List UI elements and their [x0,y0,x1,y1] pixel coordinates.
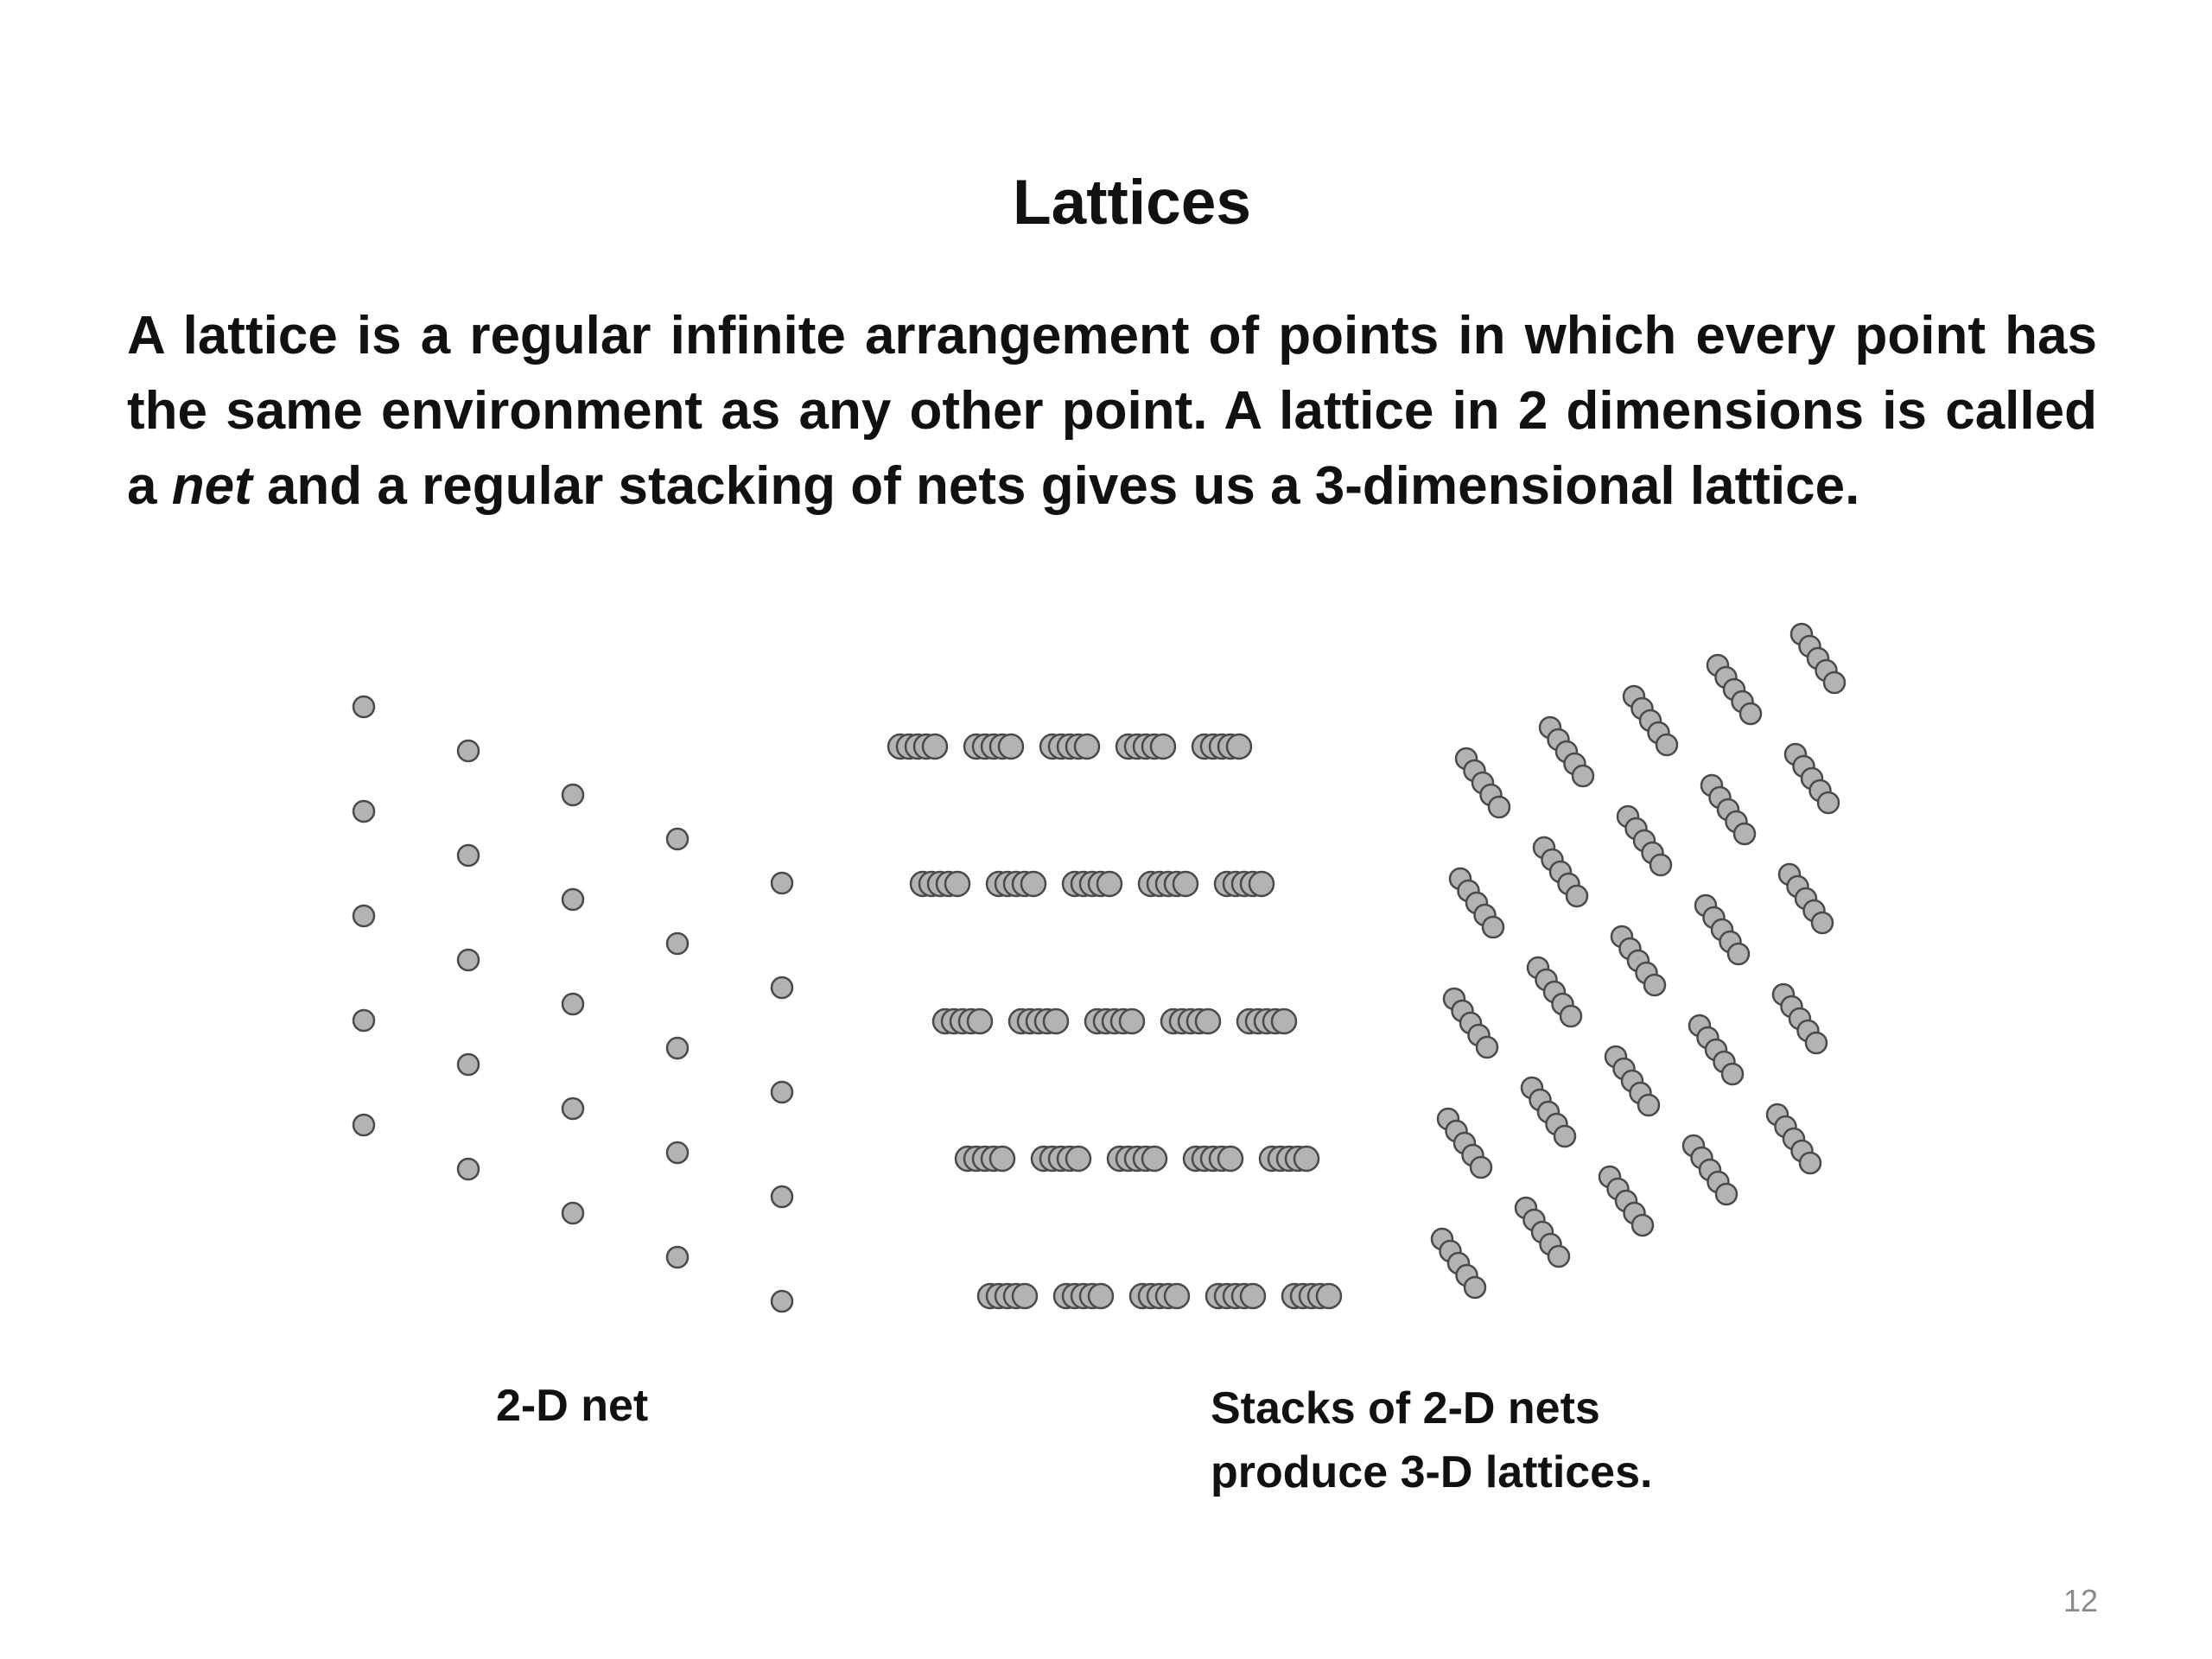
lattice-sphere [1734,823,1755,844]
stack-sphere [1241,1284,1265,1308]
paragraph-line-1: A lattice is a regular infinite arrangement of points in which every point has [127,306,2097,365]
net-point [458,845,479,866]
stack-group [956,1147,1014,1171]
stack-sphere [1173,872,1198,896]
stack-sphere [945,872,969,896]
stack-sphere [1294,1147,1319,1171]
caption-stacks-line-2: produce 3-D lattices. [1211,1447,1653,1497]
lattice-sphere [1728,944,1749,964]
lattice-sphere [1638,1095,1659,1116]
lattice-chain [1528,957,1581,1027]
lattice-sphere [1716,1184,1737,1205]
net-point [667,933,688,954]
net-point [353,801,374,822]
stack-group [1237,1009,1296,1033]
lattice-chain [1779,864,1833,933]
stack-group [1192,734,1251,759]
lattice-sphere [1465,1277,1485,1298]
paragraph-line-2: the same environment as any other point. A lattice in 2 dimensions is called [127,381,2097,441]
stack-group [1206,1284,1265,1308]
net-2d-points [353,696,792,1312]
lattice-chain [1432,1229,1485,1298]
stack-sphere [1013,1284,1037,1308]
lattice-chain [1791,624,1845,693]
stack-sphere [968,1009,992,1033]
stack-group [933,1009,992,1033]
stack-group [1009,1009,1068,1033]
net-point [353,1115,374,1135]
stack-sphere [1066,1147,1090,1171]
net-point [563,785,583,805]
stack-group [888,734,947,759]
stack-sphere [923,734,947,759]
caption-stacks-line-1: Stacks of 2-D nets [1211,1383,1600,1433]
stack-group [1116,734,1175,759]
lattice-sphere [1573,766,1593,786]
lattice-sphere [1477,1037,1497,1058]
stack-sphere [1151,734,1175,759]
net-term: net [171,456,252,516]
lattice-sphere [1800,1153,1821,1173]
stack-group [911,872,969,896]
lattice-sphere [1650,855,1671,875]
lattice-chain [1701,775,1755,844]
lattice-chain [1689,1015,1743,1084]
stack-group [1184,1147,1243,1171]
stack-group [964,734,1023,759]
stack-group [1032,1147,1090,1171]
stack-group [1139,872,1198,896]
stack-sphere [1196,1009,1220,1033]
lattice-sphere [1812,912,1833,933]
net-point [563,1203,583,1224]
lattice-chain [1450,868,1503,938]
stack-sphere [1165,1284,1189,1308]
lattice-chain [1456,748,1510,817]
lattice-chain [1605,1046,1659,1116]
net-point [458,741,479,761]
stack-group [1260,1147,1319,1171]
lattice-chain [1522,1077,1575,1147]
lattice-sphere [1818,792,1839,813]
lattice-chain [1438,1109,1491,1178]
net-point [772,873,792,893]
stack-sphere [1249,872,1274,896]
lattice-sphere [1554,1126,1575,1147]
lattice-sphere [1567,886,1587,906]
net-point [353,906,374,926]
stack-sphere [1218,1147,1243,1171]
lattice-sphere [1806,1033,1827,1053]
net-point [772,1186,792,1207]
stack-sphere [1317,1284,1341,1308]
net-point [667,829,688,849]
stack-sphere [1272,1009,1296,1033]
lattice-sphere [1560,1006,1581,1027]
stack-group [1130,1284,1189,1308]
net-point [353,1010,374,1031]
lattice-chain [1618,806,1671,875]
lattice-chain [1695,895,1749,964]
net-point [458,1054,479,1075]
lattice-sphere [1483,917,1503,938]
net-point [458,950,479,970]
lattice-chain [1624,686,1677,755]
net-point [772,1291,792,1312]
stack-sphere [990,1147,1014,1171]
slide-title: Lattices [1013,168,1251,238]
stack-group [987,872,1046,896]
lattice-chain [1785,744,1839,813]
paragraph-line-3-prefix: a [127,456,172,516]
stacked-nets-rows [888,734,1341,1308]
stack-sphere [999,734,1023,759]
net-point [772,977,792,998]
net-point [563,889,583,910]
net-point [667,1038,688,1058]
paragraph-line-3-suffix: and a regular stacking of nets gives us a 3-dimensional lattice. [251,456,1860,516]
lattice-sphere [1722,1064,1743,1084]
lattice-chain [1773,984,1827,1053]
stack-sphere [1089,1284,1113,1308]
stack-sphere [1227,734,1251,759]
stack-group [1108,1147,1166,1171]
net-point [353,696,374,717]
stack-group [1040,734,1099,759]
stack-sphere [1097,872,1122,896]
stack-group [1161,1009,1220,1033]
lattice-sphere [1824,672,1845,693]
stack-sphere [1142,1147,1166,1171]
net-point [667,1142,688,1163]
net-point [563,994,583,1014]
lattice-sphere [1644,975,1665,995]
lattice-sphere [1489,797,1510,817]
stack-group [1054,1284,1113,1308]
lattice-sphere [1548,1246,1569,1267]
lattice-chain [1767,1104,1821,1173]
net-point [458,1159,479,1179]
net-point [667,1247,688,1268]
lattice-chain [1444,988,1497,1058]
stack-group [1282,1284,1341,1308]
stack-group [1063,872,1122,896]
lattice-chain [1516,1198,1569,1267]
lattice-chain [1599,1166,1653,1236]
stack-sphere [1021,872,1046,896]
lattice-chain [1707,655,1761,724]
lattice-sphere [1471,1157,1491,1178]
lattice-sphere [1632,1215,1653,1236]
lattice-sphere [1740,703,1761,724]
stack-sphere [1075,734,1099,759]
caption-2d-net: 2-D net [496,1381,649,1431]
lattice-3d-diagonal [1432,624,1845,1298]
stack-group [1085,1009,1144,1033]
stack-group [978,1284,1037,1308]
lattice-sphere [1656,734,1677,755]
page-number: 12 [2063,1583,2099,1618]
net-point [563,1098,583,1119]
lattice-chain [1683,1135,1737,1205]
lattice-chain [1534,837,1587,906]
stack-sphere [1044,1009,1068,1033]
stack-group [1215,872,1274,896]
caption-stacks [1211,1376,1652,1504]
net-point [772,1082,792,1103]
stack-sphere [1120,1009,1144,1033]
lattice-chain [1540,717,1593,786]
lattice-chain [1611,926,1665,995]
